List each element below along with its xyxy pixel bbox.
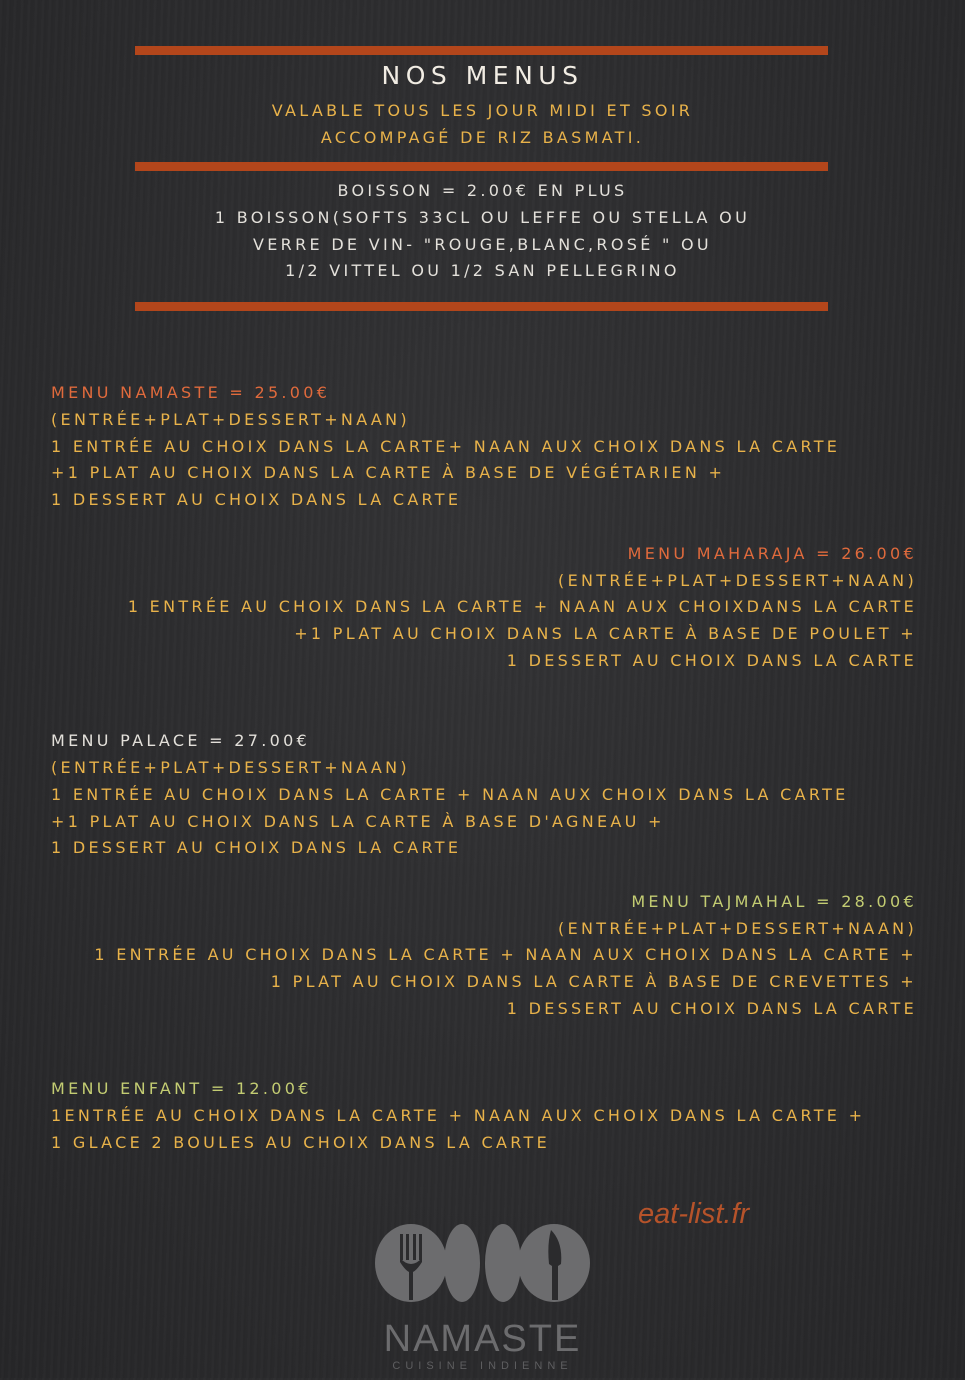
menu-line: +1 PLAT AU CHOIX DANS LA CARTE À BASE DE VÉGÉTARIEN + <box>51 463 726 482</box>
page-title: NOS MENUS <box>381 61 584 90</box>
subtitle-line-1: VALABLE TOUS LES JOUR MIDI ET SOIR <box>271 101 694 120</box>
menu-line: 1 DESSERT AU CHOIX DANS LA CARTE <box>51 490 462 509</box>
top-divider <box>135 46 828 55</box>
drink-line-4: 1/2 VITTEL OU 1/2 SAN PELLEGRINO <box>285 261 680 280</box>
menu-line: (ENTRÉE+PLAT+DESSERT+NAAN) <box>51 410 410 429</box>
plate-icon <box>485 1224 521 1302</box>
brand-tagline: CUISINE INDIENNE <box>392 1360 573 1372</box>
menu-title: MENU NAMASTE = 25.00€ <box>51 383 331 402</box>
menu-line: 1 ENTRÉE AU CHOIX DANS LA CARTE + NAAN AUX CHOIX DANS LA CARTE <box>51 785 849 804</box>
menu-title: MENU ENFANT = 12.00€ <box>51 1079 312 1098</box>
fork-icon <box>375 1224 447 1302</box>
menu-line: +1 PLAT AU CHOIX DANS LA CARTE À BASE DE POULET + <box>294 624 917 643</box>
menu-line: 1 ENTRÉE AU CHOIX DANS LA CARTE + NAAN AUX CHOIXDANS LA CARTE <box>127 597 917 616</box>
menu-title: MENU MAHARAJA = 26.00€ <box>627 544 917 563</box>
menu-line: 1 DESSERT AU CHOIX DANS LA CARTE <box>506 651 917 670</box>
bottom-divider <box>135 302 828 311</box>
watermark-link[interactable]: eat-list.fr <box>638 1198 750 1230</box>
menu-line: 1 ENTRÉE AU CHOIX DANS LA CARTE + NAAN AUX CHOIX DANS LA CARTE + <box>94 945 917 964</box>
menu-line: 1 PLAT AU CHOIX DANS LA CARTE À BASE DE CREVETTES + <box>270 972 917 991</box>
plate-icon <box>444 1224 480 1302</box>
menu-line: (ENTRÉE+PLAT+DESSERT+NAAN) <box>558 919 917 938</box>
menu-title: MENU PALACE = 27.00€ <box>51 731 311 750</box>
menu-line: 1 ENTRÉE AU CHOIX DANS LA CARTE+ NAAN AUX CHOIX DANS LA CARTE <box>51 437 841 456</box>
menu-line: 1 DESSERT AU CHOIX DANS LA CARTE <box>51 838 462 857</box>
knife-icon <box>518 1224 590 1302</box>
menu-title: MENU TAJMAHAL = 28.00€ <box>631 892 917 911</box>
menu-line: (ENTRÉE+PLAT+DESSERT+NAAN) <box>558 571 917 590</box>
drink-line-3: VERRE DE VIN- "ROUGE,BLANC,ROSÉ " OU <box>253 235 712 254</box>
subtitle-line-2: ACCOMPAGÉ DE RIZ BASMATI. <box>320 128 645 147</box>
brand-name: NAMASTE <box>383 1318 582 1360</box>
menu-line: 1 DESSERT AU CHOIX DANS LA CARTE <box>506 999 917 1018</box>
menu-line: +1 PLAT AU CHOIX DANS LA CARTE À BASE D'AGNEAU + <box>51 812 665 831</box>
middle-divider <box>135 162 828 171</box>
menu-line: (ENTRÉE+PLAT+DESSERT+NAAN) <box>51 758 410 777</box>
drink-line-2: 1 BOISSON(SOFTS 33CL OU LEFFE OU STELLA OU <box>214 208 751 227</box>
drink-line-1: BOISSON = 2.00€ EN PLUS <box>337 181 628 200</box>
menu-line: 1ENTRÉE AU CHOIX DANS LA CARTE + NAAN AUX CHOIX DANS LA CARTE + <box>51 1106 866 1125</box>
menu-line: 1 GLACE 2 BOULES AU CHOIX DANS LA CARTE <box>51 1133 550 1152</box>
